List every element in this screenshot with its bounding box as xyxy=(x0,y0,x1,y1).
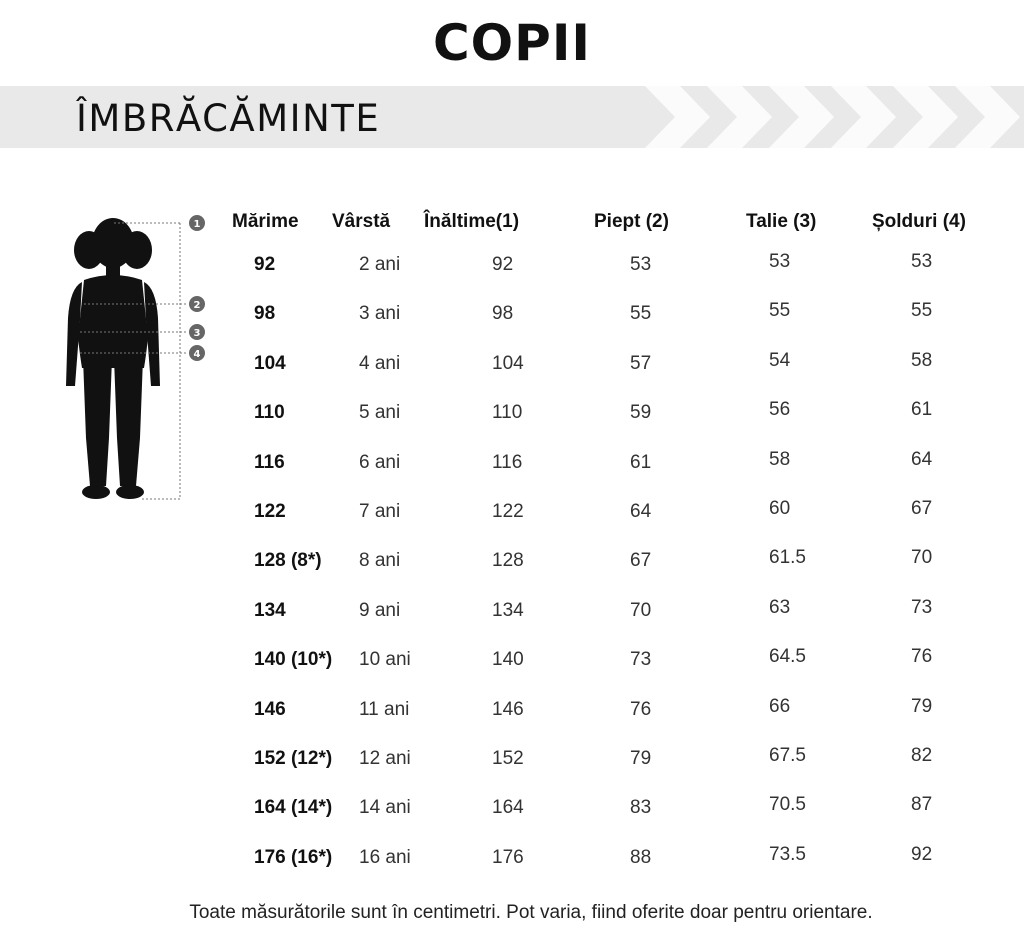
child-silhouette-icon xyxy=(62,208,212,508)
cell-hips: 79 xyxy=(911,695,933,717)
cell-chest: 55 xyxy=(630,303,652,325)
cell-waist: 55 xyxy=(769,300,791,322)
cell-age: 7 ani xyxy=(359,501,401,522)
header-height: Înăltime(1) xyxy=(424,211,520,232)
cell-waist: 54 xyxy=(769,349,791,371)
cell-chest: 70 xyxy=(630,599,652,621)
cell-age: 9 ani xyxy=(359,599,401,621)
cell-age: 10 ani xyxy=(359,649,411,671)
cell-size: 146 xyxy=(254,698,286,720)
cell-height: 92 xyxy=(492,254,514,275)
cell-height: 98 xyxy=(492,303,514,325)
page-title: COPII xyxy=(432,14,592,72)
cell-waist: 70.5 xyxy=(769,794,806,816)
cell-age: 14 ani xyxy=(359,797,411,819)
cell-hips: 58 xyxy=(911,349,933,371)
cell-hips: 76 xyxy=(911,646,933,668)
cell-size: 104 xyxy=(254,352,286,374)
header-waist: Talie (3) xyxy=(746,211,817,232)
cell-size: 98 xyxy=(254,303,276,325)
footer-note: Toate măsurătorile sunt în centimetri. Pot varia, fiind oferite doar pentru orientare. xyxy=(189,902,873,923)
cell-size: 164 (14*) xyxy=(254,797,333,819)
cell-chest: 57 xyxy=(630,352,652,374)
header-age: Vârstă xyxy=(332,211,391,232)
cell-age: 16 ani xyxy=(359,846,411,868)
cell-chest: 73 xyxy=(630,649,652,671)
cell-age: 11 ani xyxy=(359,698,410,720)
cell-hips: 70 xyxy=(911,547,933,569)
marker-4: 4 xyxy=(193,349,201,360)
cell-chest: 79 xyxy=(630,748,652,769)
cell-height: 122 xyxy=(492,501,524,522)
cell-height: 110 xyxy=(492,402,523,424)
cell-waist: 73.5 xyxy=(769,843,806,865)
cell-height: 104 xyxy=(492,352,524,374)
cell-chest: 83 xyxy=(630,797,652,819)
header-chest: Piept (2) xyxy=(594,211,669,232)
cell-size: 92 xyxy=(254,254,276,275)
cell-height: 140 xyxy=(492,649,524,671)
cell-hips: 87 xyxy=(911,794,933,816)
cell-waist: 63 xyxy=(769,596,791,618)
cell-size: 122 xyxy=(254,501,286,522)
cell-chest: 59 xyxy=(630,402,652,424)
marker-3: 3 xyxy=(193,328,201,339)
cell-age: 6 ani xyxy=(359,451,401,473)
cell-size: 128 (8*) xyxy=(254,550,322,572)
cell-hips: 53 xyxy=(911,251,933,272)
marker-2: 2 xyxy=(193,300,201,311)
cell-size: 140 (10*) xyxy=(254,649,333,671)
cell-hips: 61 xyxy=(911,399,933,421)
cell-hips: 73 xyxy=(911,596,933,618)
header-hips: Șolduri (4) xyxy=(872,211,966,232)
cell-chest: 61 xyxy=(630,451,652,473)
cell-hips: 67 xyxy=(911,498,933,519)
cell-age: 5 ani xyxy=(359,402,401,424)
cell-chest: 64 xyxy=(630,501,652,522)
cell-chest: 76 xyxy=(630,698,652,720)
cell-hips: 55 xyxy=(911,300,933,322)
header-size: Mărime xyxy=(232,211,299,232)
cell-height: 176 xyxy=(492,846,524,868)
cell-height: 116 xyxy=(492,451,523,473)
cell-waist: 56 xyxy=(769,399,791,421)
cell-waist: 64.5 xyxy=(769,646,806,668)
cell-hips: 82 xyxy=(911,745,933,766)
cell-waist: 53 xyxy=(769,251,791,272)
cell-height: 146 xyxy=(492,698,524,720)
cell-height: 128 xyxy=(492,550,524,572)
cell-hips: 64 xyxy=(911,448,933,470)
cell-age: 3 ani xyxy=(359,303,401,325)
cell-height: 152 xyxy=(492,748,524,769)
cell-age: 12 ani xyxy=(359,748,411,769)
cell-chest: 67 xyxy=(630,550,652,572)
cell-size: 176 (16*) xyxy=(254,846,333,868)
cell-age: 8 ani xyxy=(359,550,401,572)
cell-waist: 58 xyxy=(769,448,791,470)
cell-chest: 88 xyxy=(630,846,652,868)
cell-waist: 61.5 xyxy=(769,547,806,569)
cell-size: 116 xyxy=(254,451,285,473)
cell-chest: 53 xyxy=(630,254,652,275)
cell-hips: 92 xyxy=(911,843,933,865)
cell-size: 134 xyxy=(254,599,286,621)
cell-size: 152 (12*) xyxy=(254,748,333,769)
marker-1: 1 xyxy=(193,219,201,230)
cell-age: 2 ani xyxy=(359,254,401,275)
cell-waist: 67.5 xyxy=(769,745,806,766)
cell-waist: 66 xyxy=(769,695,791,717)
chevron-decoration-icon xyxy=(640,86,1024,148)
section-title: ÎMBRĂCĂMINTE xyxy=(76,97,381,140)
cell-age: 4 ani xyxy=(359,352,401,374)
cell-size: 110 xyxy=(254,402,285,424)
cell-height: 134 xyxy=(492,599,524,621)
cell-waist: 60 xyxy=(769,498,791,519)
cell-height: 164 xyxy=(492,797,524,819)
